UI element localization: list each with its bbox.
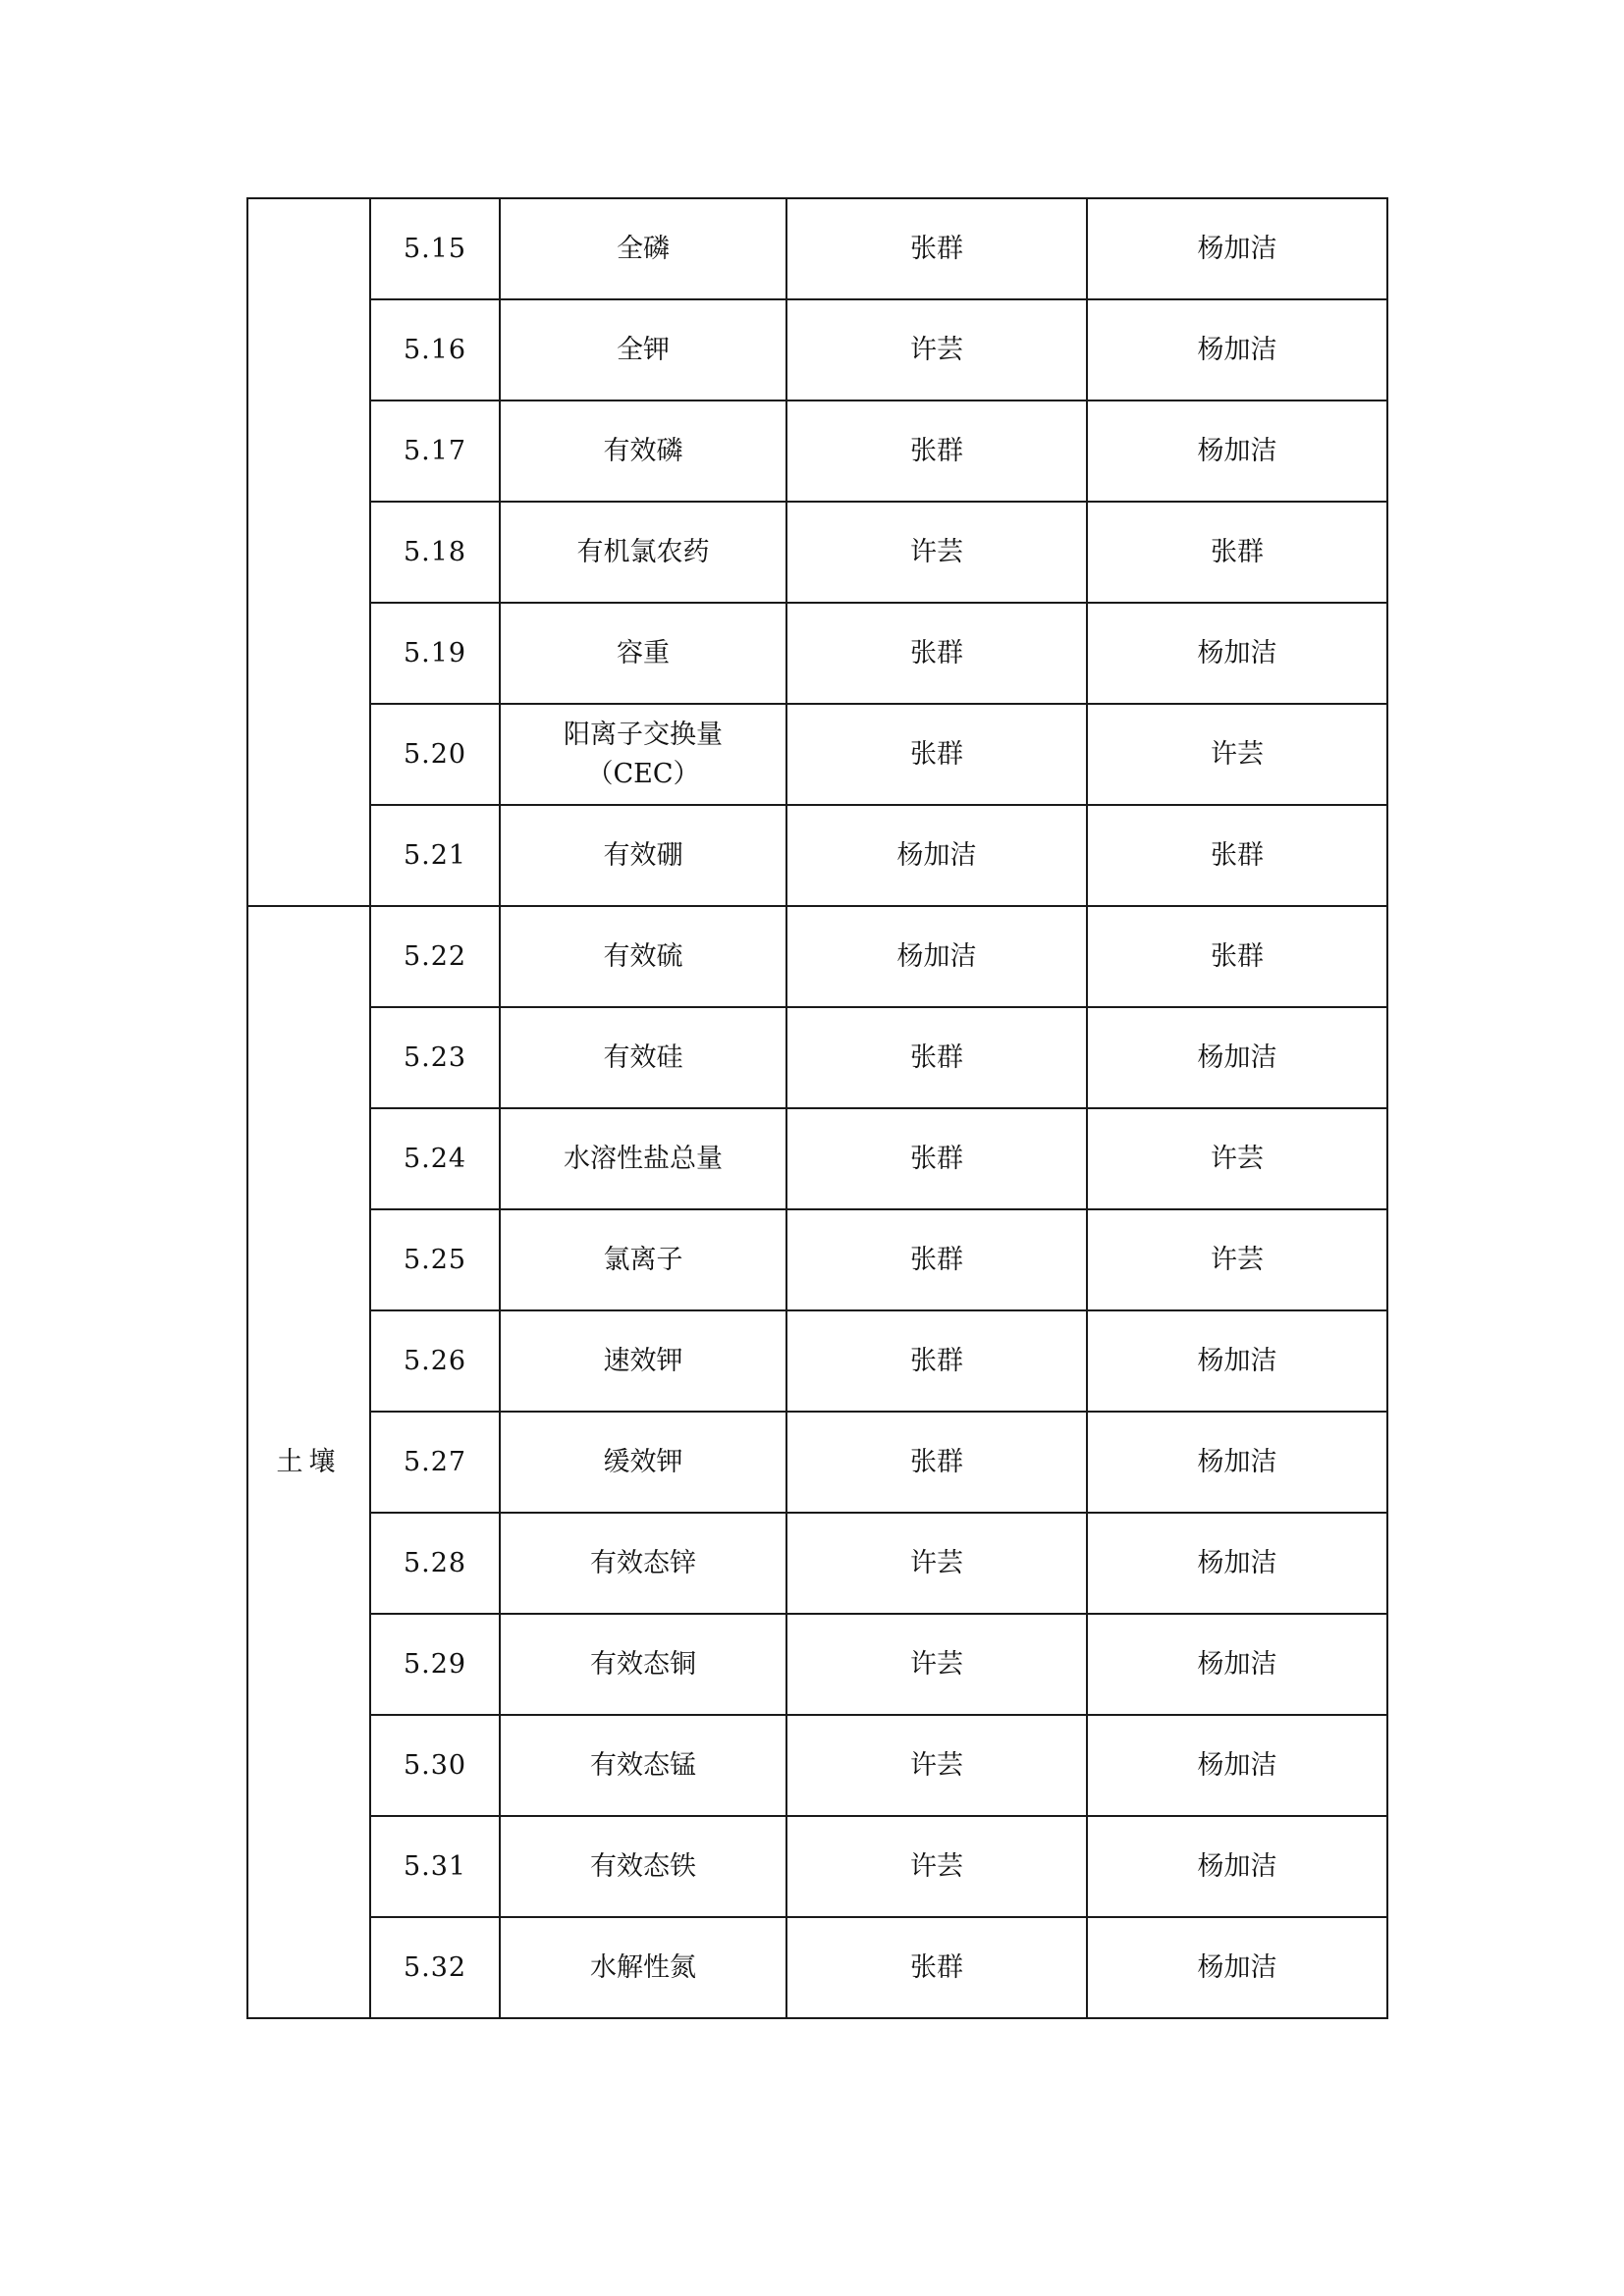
person-a: 杨加洁: [786, 906, 1087, 1007]
person-b: 杨加洁: [1087, 1816, 1387, 1917]
item-number: 5.29: [370, 1614, 500, 1715]
test-item: 容重: [500, 603, 786, 704]
table-row: [247, 1007, 1387, 1108]
person-b: 杨加洁: [1087, 1412, 1387, 1513]
person-a: 许芸: [786, 299, 1087, 400]
table-row: [247, 198, 1387, 299]
person-a: 张群: [786, 198, 1087, 299]
person-b: 许芸: [1087, 704, 1387, 805]
table-row: [247, 1108, 1387, 1209]
person-a: 张群: [786, 704, 1087, 805]
person-b: 杨加洁: [1087, 603, 1387, 704]
test-item-line1: 阳离子交换量: [564, 719, 723, 750]
item-number: 5.27: [370, 1412, 500, 1513]
assignment-table: [246, 197, 1388, 2019]
test-item: 有机氯农药: [500, 502, 786, 603]
person-b: 张群: [1087, 906, 1387, 1007]
test-item: [500, 704, 786, 805]
table-row: [247, 906, 1387, 1007]
table-row: [247, 299, 1387, 400]
test-item: 有效态铁: [500, 1816, 786, 1917]
person-b: 杨加洁: [1087, 1614, 1387, 1715]
test-item: 有效态铜: [500, 1614, 786, 1715]
person-a: 张群: [786, 1007, 1087, 1108]
person-b: 许芸: [1087, 1108, 1387, 1209]
person-b: 张群: [1087, 502, 1387, 603]
person-b: 杨加洁: [1087, 299, 1387, 400]
person-a: 许芸: [786, 1816, 1087, 1917]
test-item-line2: （CEC）: [586, 758, 700, 789]
item-number: 5.18: [370, 502, 500, 603]
person-a: 许芸: [786, 1614, 1087, 1715]
person-b: 许芸: [1087, 1209, 1387, 1310]
category-cell: [247, 198, 370, 906]
person-b: 杨加洁: [1087, 1007, 1387, 1108]
item-number: 5.32: [370, 1917, 500, 2018]
item-number: 5.22: [370, 906, 500, 1007]
person-b: 杨加洁: [1087, 1715, 1387, 1816]
test-item: 有效硅: [500, 1007, 786, 1108]
person-b: 杨加洁: [1087, 1310, 1387, 1412]
table-row: [247, 1209, 1387, 1310]
item-number: 5.20: [370, 704, 500, 805]
table-row: [247, 603, 1387, 704]
person-a: 杨加洁: [786, 805, 1087, 906]
table-row: [247, 1816, 1387, 1917]
item-number: 5.24: [370, 1108, 500, 1209]
table-row: [247, 805, 1387, 906]
test-item: 水解性氮: [500, 1917, 786, 2018]
person-b: 杨加洁: [1087, 1917, 1387, 2018]
table-row: [247, 1513, 1387, 1614]
item-number: 5.17: [370, 400, 500, 502]
person-a: 许芸: [786, 502, 1087, 603]
table-row: [247, 1715, 1387, 1816]
item-number: 5.16: [370, 299, 500, 400]
item-number: 5.28: [370, 1513, 500, 1614]
table-row: [247, 502, 1387, 603]
item-number: 5.21: [370, 805, 500, 906]
person-a: 许芸: [786, 1715, 1087, 1816]
person-b: 杨加洁: [1087, 1513, 1387, 1614]
person-a: 张群: [786, 1310, 1087, 1412]
test-item: 有效态锌: [500, 1513, 786, 1614]
person-a: 张群: [786, 1108, 1087, 1209]
person-a: 张群: [786, 400, 1087, 502]
item-number: 5.25: [370, 1209, 500, 1310]
person-b: 杨加洁: [1087, 400, 1387, 502]
person-a: 张群: [786, 1917, 1087, 2018]
person-a: 张群: [786, 1412, 1087, 1513]
test-item: 有效磷: [500, 400, 786, 502]
table-row: [247, 400, 1387, 502]
test-item: 全磷: [500, 198, 786, 299]
item-number: 5.26: [370, 1310, 500, 1412]
table-row: [247, 1310, 1387, 1412]
item-number: 5.31: [370, 1816, 500, 1917]
test-item: 氯离子: [500, 1209, 786, 1310]
test-item: 速效钾: [500, 1310, 786, 1412]
item-number: 5.15: [370, 198, 500, 299]
test-item: 缓效钾: [500, 1412, 786, 1513]
person-a: 许芸: [786, 1513, 1087, 1614]
table-row: [247, 1614, 1387, 1715]
test-item: 全钾: [500, 299, 786, 400]
item-number: 5.23: [370, 1007, 500, 1108]
person-b: 杨加洁: [1087, 198, 1387, 299]
table-row: [247, 704, 1387, 805]
test-item: 有效硫: [500, 906, 786, 1007]
test-item: 水溶性盐总量: [500, 1108, 786, 1209]
test-item: 有效态锰: [500, 1715, 786, 1816]
item-number: 5.19: [370, 603, 500, 704]
person-a: 张群: [786, 1209, 1087, 1310]
person-b: 张群: [1087, 805, 1387, 906]
category-cell: 土壤: [247, 906, 370, 2018]
test-item: 有效硼: [500, 805, 786, 906]
table-row: [247, 1917, 1387, 2018]
table-row: [247, 1412, 1387, 1513]
person-a: 张群: [786, 603, 1087, 704]
item-number: 5.30: [370, 1715, 500, 1816]
